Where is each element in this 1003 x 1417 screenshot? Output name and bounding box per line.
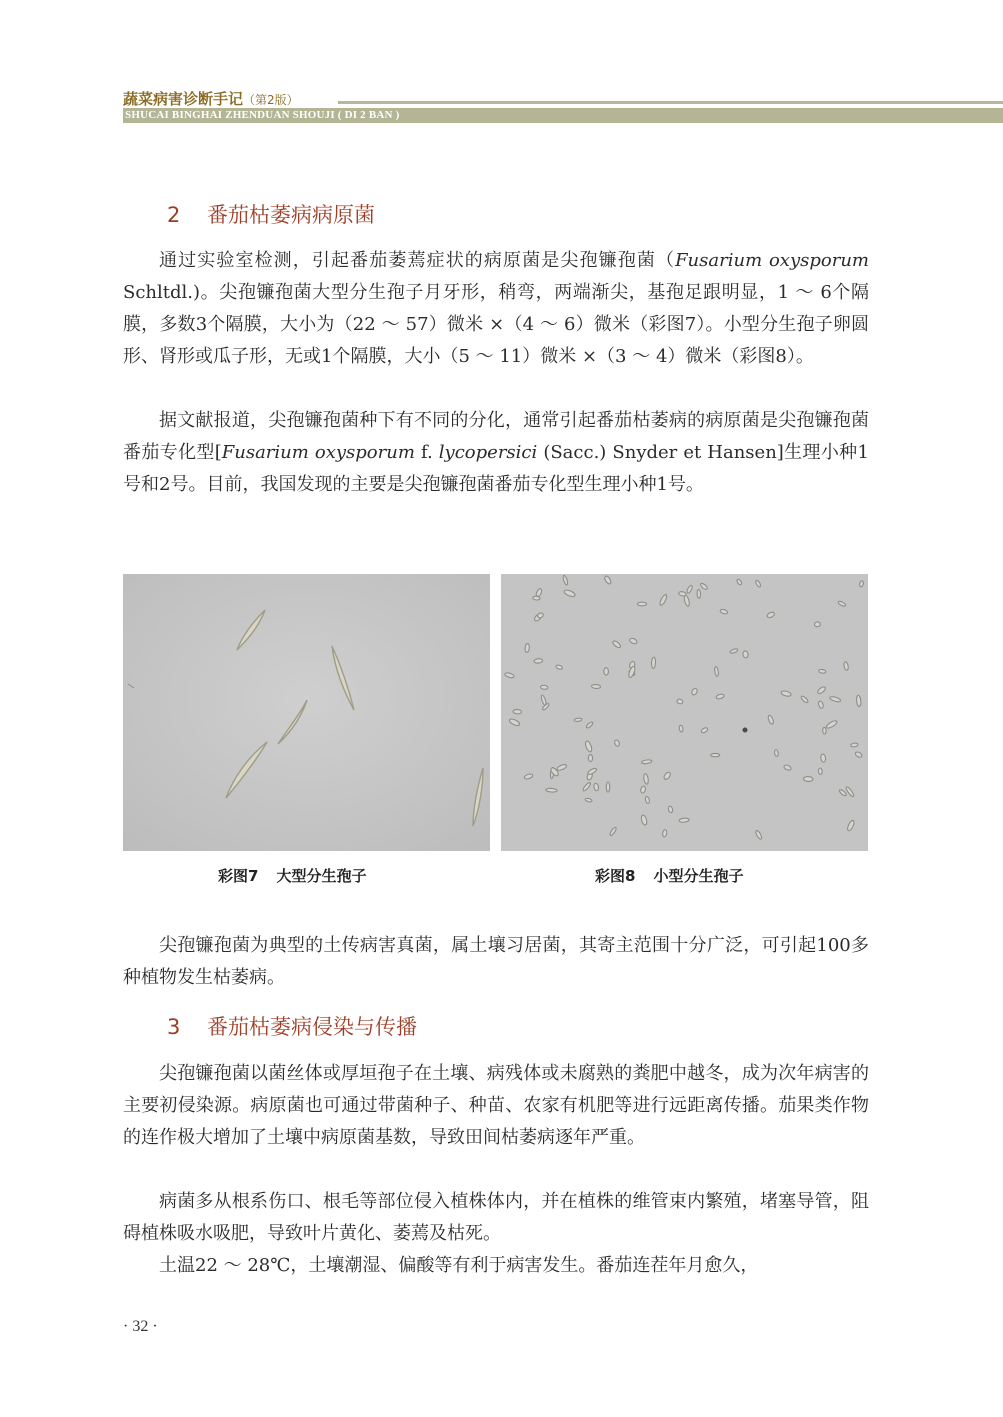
microconidium xyxy=(679,818,689,823)
figure-8-caption xyxy=(595,865,743,886)
microconidium xyxy=(651,657,656,668)
paragraph-infection: 病菌多从根系伤口、根毛等部位侵入植株体内，并在植株的维管束内繁殖，堵塞导管，阻碍植株吸水吸肥，导致叶片黄化、萎蔫及枯死。 xyxy=(123,1191,869,1244)
p2-text-a: 据文献报道，尖孢镰孢菌种下有不同的分化，通常引起番茄枯萎病的病原菌是尖孢镰孢菌番茄专化型[ xyxy=(123,410,869,463)
figure-7-title: 大型分生孢子 xyxy=(276,867,367,885)
p1-species-name: Fusarium oxysporum xyxy=(675,250,869,271)
microconidium xyxy=(588,755,592,762)
microconidium xyxy=(591,684,600,689)
microconidium xyxy=(774,749,779,756)
microconidium xyxy=(679,725,684,732)
book-title-text: 蔬菜病害诊断手记 xyxy=(123,90,244,108)
figure-8-photo xyxy=(501,574,868,851)
p2-species-name: Fusarium oxysporum xyxy=(221,442,415,463)
microconidium xyxy=(803,776,813,781)
p1-text-a: 通过实验室检测，引起番茄萎蔫症状的病原菌是尖孢镰孢菌（ xyxy=(159,250,676,271)
section-3-heading xyxy=(167,1011,417,1041)
section-3-number: 3 xyxy=(167,1015,181,1039)
book-title xyxy=(123,88,299,109)
microconidium xyxy=(525,643,530,652)
paragraph-conditions: 土温22 ～ 28℃，土壤潮湿、偏酸等有利于病害发生。番茄连茬年月愈久， xyxy=(159,1255,759,1276)
figure-7-label: 彩图7 xyxy=(218,867,259,885)
book-title-pinyin: SHUCAI BINGHAI ZHENDUAN SHOUJI ( DI 2 BAN ) xyxy=(125,109,400,121)
microconidium xyxy=(540,685,548,690)
figure-7-photo xyxy=(123,574,490,851)
microconidium xyxy=(546,788,558,792)
macroconidia-micrograph xyxy=(123,574,490,851)
page-number: · 32 · xyxy=(123,1318,158,1335)
section-2-title: 番茄枯萎病病原菌 xyxy=(207,203,375,227)
paragraph-soil-borne: 尖孢镰孢菌为典型的土传病害真菌，属土壤习居菌，其寄主范围十分广泛，可引起100多种植物发生枯萎病。 xyxy=(123,935,869,988)
microconidia-micrograph xyxy=(501,574,868,851)
section-3-title: 番茄枯萎病侵染与传播 xyxy=(207,1015,417,1039)
p2-text-b: f. xyxy=(414,442,439,463)
microconidium xyxy=(606,782,609,792)
p2-text-c: (Sacc.) Snyder et Hansen]生理小种1号和2号。目前，我国发现的主要是尖孢镰孢菌番茄专化型生理小种1号。 xyxy=(123,442,869,495)
p1-text-b: Schltdl.)。尖孢镰孢菌大型分生孢子月牙形，稍弯，两端渐尖，基孢足跟明显，1 ～ 6个隔膜，多数3个隔膜，大小为（22 ～ 57）微米 ×（4 ～ 6）微米（彩图7）。小型分生孢子卵圆形、肾形或瓜子形，无或1个隔膜，大小（5 ～ 11）微米 ×（3 ～ 4）微米（彩图8）。 xyxy=(123,282,869,367)
microconidium xyxy=(662,829,667,837)
paragraph-pathogen-description xyxy=(123,245,869,373)
microconidium xyxy=(814,622,820,627)
microconidium xyxy=(711,753,720,756)
figure-8-label: 彩图8 xyxy=(595,867,636,885)
book-edition: （第2版） xyxy=(243,93,299,107)
section-2-number: 2 xyxy=(167,203,181,227)
microconidium xyxy=(697,589,701,598)
paragraph-forma-specialis xyxy=(123,405,869,501)
microconidium xyxy=(533,596,541,600)
microconidium xyxy=(818,768,822,775)
paragraph-overwintering: 尖孢镰孢菌以菌丝体或厚垣孢子在土壤、病残体或未腐熟的粪肥中越冬，成为次年病害的主要初侵染源。病原菌也可通过带菌种子、种苗、农家有机肥等进行远距离传播。茄果类作物的连作极大增加了土壤中病原菌基数，导致田间枯萎病逐年严重。 xyxy=(123,1063,869,1148)
header-rule xyxy=(338,101,1003,104)
microconidium xyxy=(742,651,748,659)
running-header xyxy=(0,86,1003,128)
microconidium xyxy=(534,658,543,663)
figure-7-caption xyxy=(218,865,366,886)
p2-forma-name: lycopersici xyxy=(438,442,538,463)
section-2-heading xyxy=(167,199,375,229)
microconidium xyxy=(604,668,609,675)
microconidium xyxy=(823,727,827,734)
microconidium xyxy=(637,602,646,606)
microconidium xyxy=(820,754,825,763)
microconidium xyxy=(513,709,522,714)
microconidium xyxy=(574,718,582,722)
header-band xyxy=(123,108,1003,123)
figure-8-title: 小型分生孢子 xyxy=(653,867,744,885)
